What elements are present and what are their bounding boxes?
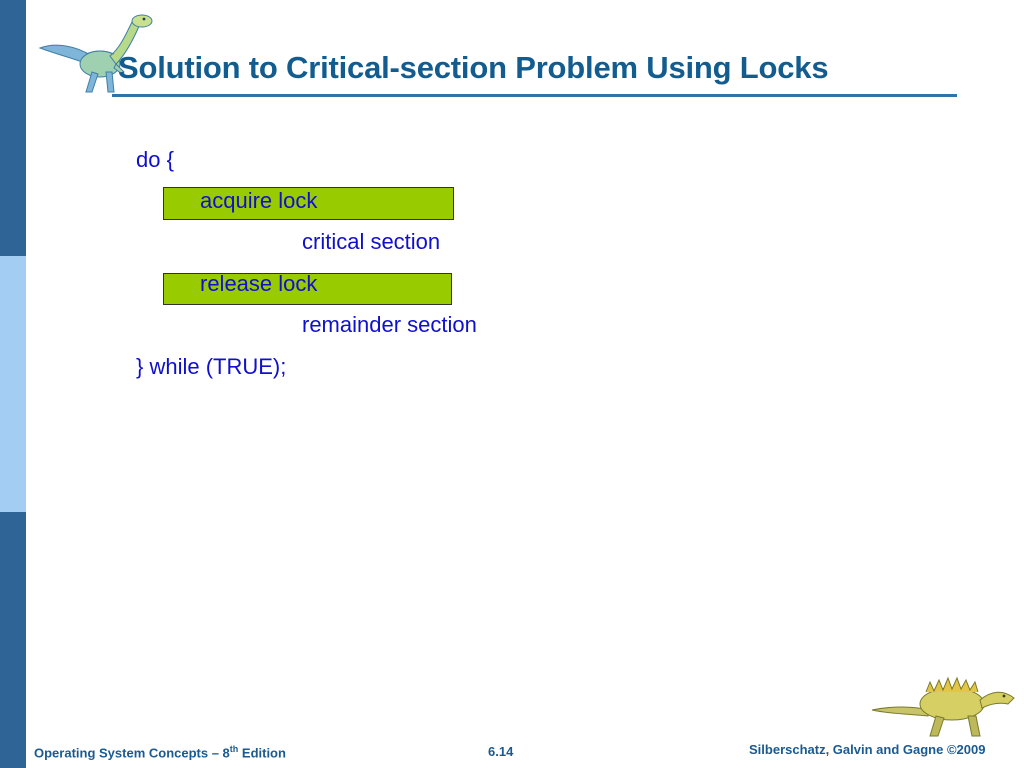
footer-copyright: Silberschatz, Galvin and Gagne ©2009 <box>749 742 986 757</box>
code-line-remainder-section: remainder section <box>302 312 477 337</box>
footer-page-number: 6.14 <box>488 744 514 759</box>
dinosaur-icon <box>868 660 1018 740</box>
footer-book-suffix: Edition <box>238 745 286 761</box>
code-line-critical-section: critical section <box>302 229 441 254</box>
footer-book-superscript: th <box>229 744 239 754</box>
code-line-while-true: } while (TRUE); <box>136 354 287 379</box>
slide-title: Solution to Critical-section Problem Using Locks <box>118 50 829 85</box>
footer-book-prefix: Operating System Concepts – 8 <box>34 745 230 761</box>
code-line-do: do { <box>136 147 174 172</box>
code-line-acquire-lock: acquire lock <box>200 188 318 213</box>
footer-book-title <box>34 744 286 760</box>
code-line-release-lock: release lock <box>200 271 318 296</box>
